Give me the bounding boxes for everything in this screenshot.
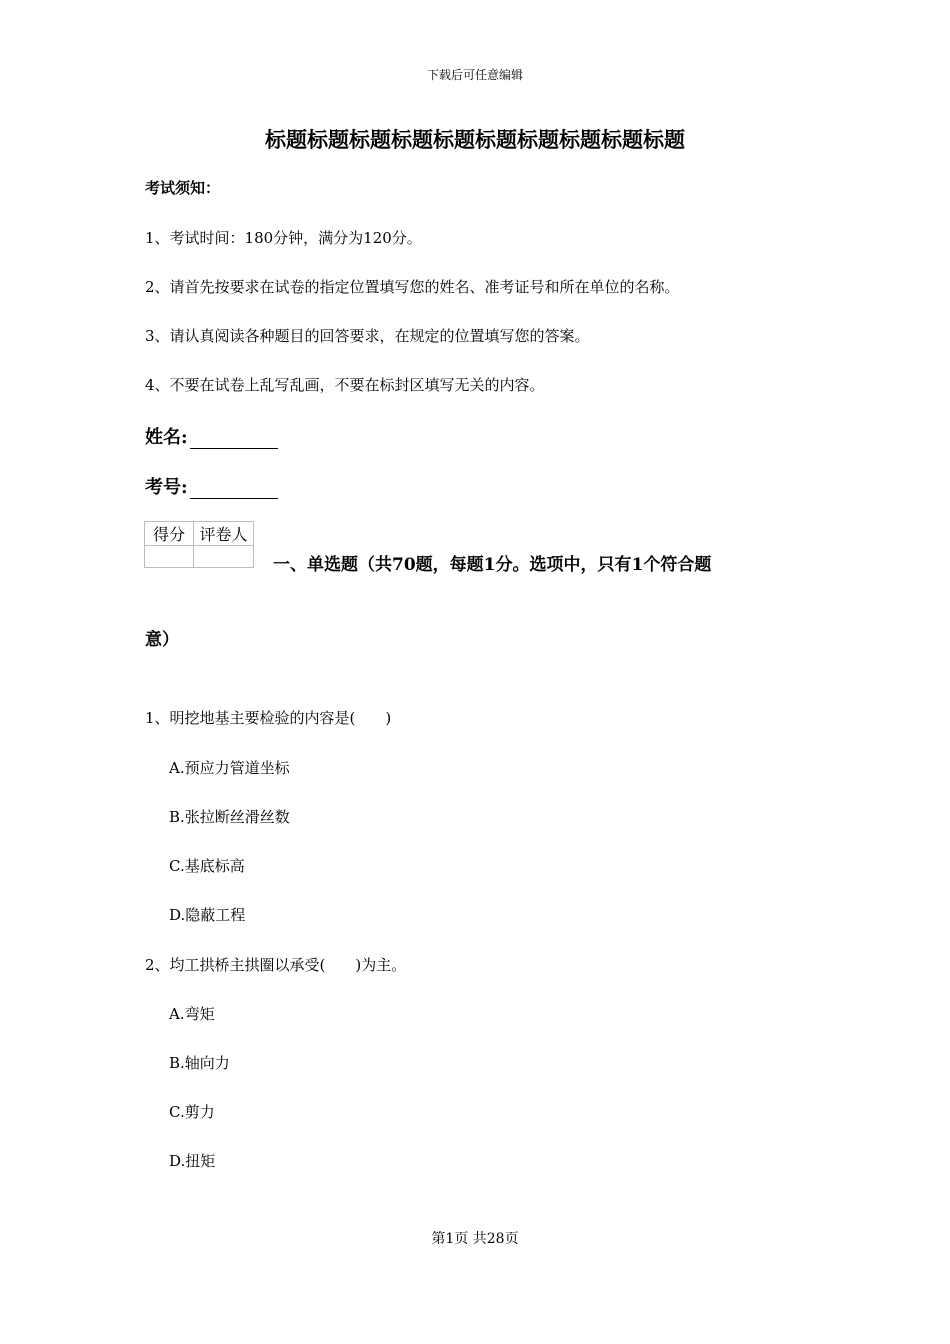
option-b: B.张拉断丝滑丝数 [169,808,290,826]
option-a: A.预应力管道坐标 [169,759,290,777]
page-footer: 第1页 共28页 [431,1231,519,1247]
option-d: D.扭矩 [169,1152,216,1170]
exam-id-blank-line[interactable] [190,480,278,499]
section-heading-continued: 意） [145,630,179,650]
notice-rule: 1、考试时间：180分钟，满分为120分。 [145,229,422,247]
score-header: 得分 [145,522,194,546]
score-cell[interactable] [145,546,194,568]
name-field[interactable] [145,423,278,449]
name-blank-line[interactable] [190,430,278,449]
question-2: 2、均工拱桥主拱圈以承受( )为主。 [145,956,407,974]
notice-rule: 4、不要在试卷上乱写乱画，不要在标封区填写无关的内容。 [145,376,545,394]
option-b: B.轴向力 [169,1054,230,1072]
option-d: D.隐蔽工程 [169,906,246,924]
header-note: 下载后可任意编辑 [426,68,523,82]
document-title: 标题标题标题标题标题标题标题标题标题标题 [265,127,685,152]
grader-cell[interactable] [194,546,254,568]
grader-header: 评卷人 [194,522,254,546]
option-c: C.剪力 [169,1103,215,1121]
notice-heading: 考试须知： [145,179,221,197]
section-heading: 一、单选题（共70题，每题1分。选项中，只有1个符合题 [273,555,712,575]
notice-rule: 2、请首先按要求在试卷的指定位置填写您的姓名、准考证号和所在单位的名称。 [145,278,680,296]
score-table [144,521,254,568]
exam-id-label: 考号: [145,477,188,498]
option-c: C.基底标高 [169,857,245,875]
exam-id-field[interactable] [145,473,278,499]
notice-rule: 3、请认真阅读各种题目的回答要求，在规定的位置填写您的答案。 [145,327,590,345]
name-label: 姓名: [145,427,188,448]
question-1: 1、明挖地基主要检验的内容是( ) [145,709,392,727]
option-a: A.弯矩 [169,1005,215,1023]
